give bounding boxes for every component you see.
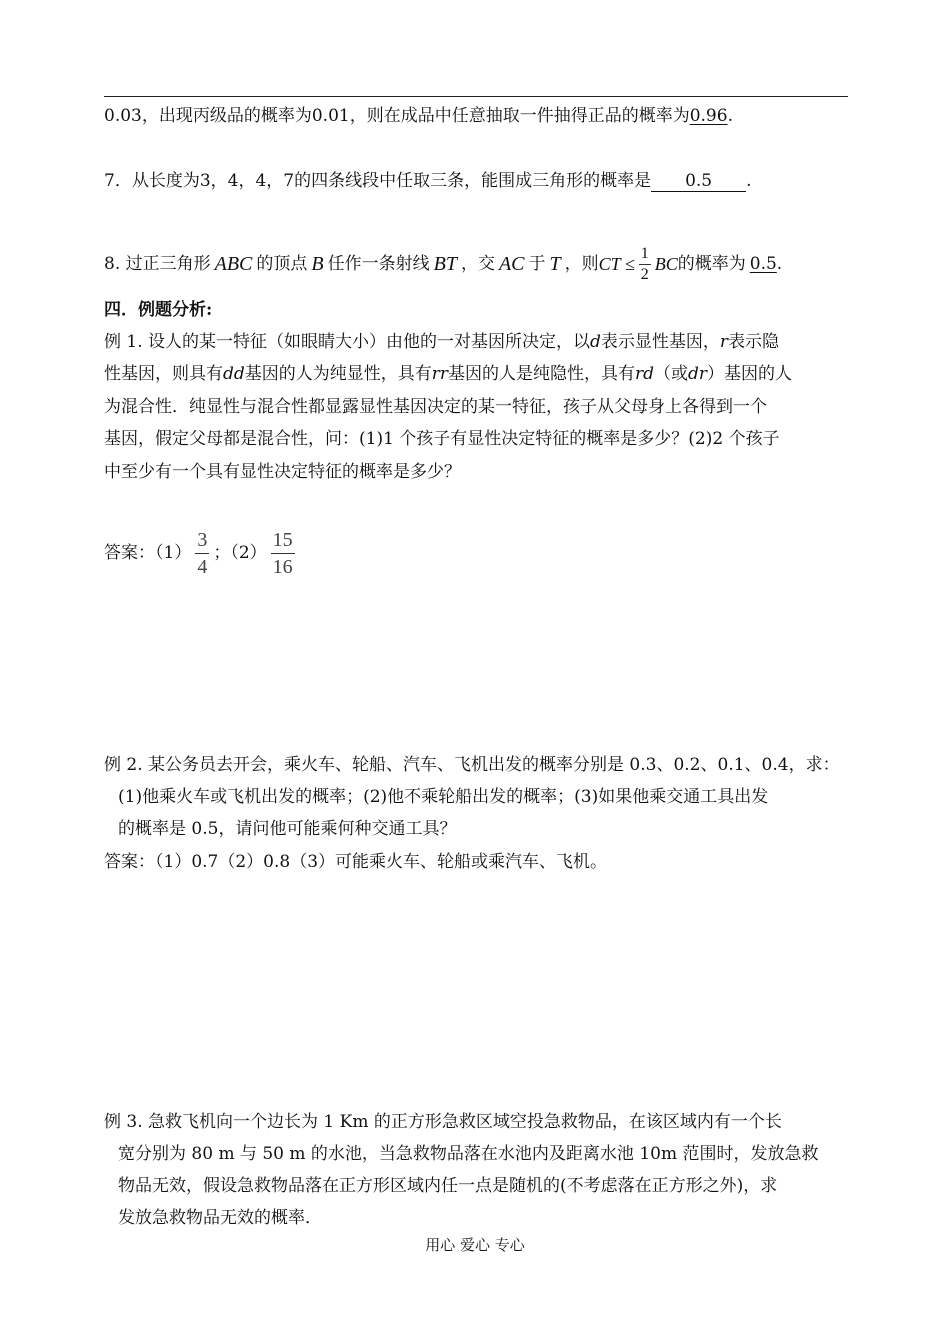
q8-text-1: 8. 过正三角形 xyxy=(104,254,211,274)
example-3-line-2: 宽分别为 80 m 与 50 m 的水池，当急救物品落在水池内及距离水池 10m 范围时，发放急救 xyxy=(118,1144,819,1164)
example-3-line-4: 发放急救物品无效的概率． xyxy=(118,1208,322,1228)
ex1-l1b: 表示显性基因， xyxy=(600,332,720,352)
ex1-r: r xyxy=(719,332,729,352)
ex1-answer-label: 答案：（1） xyxy=(104,543,192,563)
example-3-line-1: 例 3. 急救飞机向一个边长为 1 Km 的正方形急救区域空投急救物品，在该区域内有一个长 xyxy=(104,1112,782,1132)
q8-math-b: B xyxy=(311,253,324,275)
q8-math-ct-le: CT ≤ xyxy=(598,254,635,274)
example-1-line-1 xyxy=(104,330,779,354)
ex1-answer-2-numerator: 15 xyxy=(271,527,295,554)
ex1-dr: dr xyxy=(688,364,708,384)
header-rule xyxy=(104,96,848,97)
q6-text: 0.03，出现丙级品的概率为0.01，则在成品中任意抽取一件抽得正品的概率为 xyxy=(104,106,690,126)
ex1-l1a: 例 1. 设人的某一特征（如眼睛大小）由他的一对基因所决定，以 xyxy=(104,332,591,352)
q8-text-4: ，交 xyxy=(460,254,495,274)
q8-fraction-numerator: 1 xyxy=(639,244,651,265)
ex1-l2b: 基因的人为纯显性，具有 xyxy=(244,364,432,384)
question-7 xyxy=(104,169,752,193)
q6-end: . xyxy=(727,106,733,126)
q7-answer: 0.5 xyxy=(651,171,746,192)
question-8 xyxy=(104,240,782,288)
example-2-answer: 答案：（1）0.7（2）0.8（3）可能乘火车、轮船或乘汽车、飞机。 xyxy=(104,852,608,872)
q8-end: . xyxy=(776,254,783,274)
example-1-line-5: 中至少有一个具有显性决定特征的概率是多少？ xyxy=(104,462,461,482)
example-1-line-3: 为混合性．纯显性与混合性都显露显性基因决定的某一特征，孩子从父母身上各得到一个 xyxy=(104,397,767,417)
ex1-answer-2-denominator: 16 xyxy=(272,555,293,578)
section-title: 四．例题分析: xyxy=(104,300,213,320)
q8-answer: 0.5 xyxy=(749,254,777,274)
q7-end: . xyxy=(746,171,752,191)
ex1-rd: rd xyxy=(635,364,655,384)
example-3-line-3: 物品无效，假设急救物品落在正方形区域内任一点是随机的(不考虑落在正方形之外)，求 xyxy=(118,1176,778,1196)
q8-math-abc: ABC xyxy=(214,253,253,275)
ex1-l1c: 表示隐 xyxy=(728,332,780,352)
q7-text: 7．从长度为3，4，4，7的四条线段中任取三条，能围成三角形的概率是 xyxy=(104,171,652,191)
q8-fraction xyxy=(639,244,651,285)
q8-text-6: ，则 xyxy=(564,254,599,274)
ex1-rr: rr xyxy=(431,364,449,384)
q8-fraction-denominator: 2 xyxy=(640,265,649,283)
example-1-line-2 xyxy=(104,362,792,386)
q8-text-5: 于 xyxy=(528,254,546,274)
example-2-line-2: (1)他乘火车或飞机出发的概率；(2)他不乘轮船出发的概率；(3)如果他乘交通工具出发 xyxy=(118,787,769,807)
ex1-dd: dd xyxy=(223,364,245,384)
example-1-answer xyxy=(104,525,299,581)
ex1-d: d xyxy=(590,332,601,352)
ex1-l2e: ）基因的人 xyxy=(707,364,793,384)
ex1-answer-1-fraction xyxy=(195,527,209,580)
ex1-l2c: 基因的人是纯隐性，具有 xyxy=(448,364,636,384)
ex1-l2a: 性基因，则具有 xyxy=(104,364,223,384)
q8-math-bt: BT xyxy=(433,253,457,275)
example-1-line-4: 基因，假定父母都是混合性，问：(1)1 个孩子有显性决定特征的概率是多少？(2)2 个孩子 xyxy=(104,429,780,449)
q8-math-bc: BC xyxy=(654,254,678,274)
q8-text-7: 的概率为 xyxy=(677,254,746,274)
q8-math-ac: AC xyxy=(498,253,525,275)
example-2-line-3: 的概率是 0.5，请问他可能乘何种交通工具？ xyxy=(118,819,457,839)
ex1-l2d: （或 xyxy=(654,364,689,384)
ex1-answer-1-numerator: 3 xyxy=(195,527,209,554)
q8-math-t: T xyxy=(549,253,561,275)
ex1-answer-1-denominator: 4 xyxy=(197,555,208,578)
page-footer: 用心 爱心 专心 xyxy=(425,1236,525,1254)
example-2-line-1: 例 2. 某公务员去开会，乘火车、轮船、汽车、飞机出发的概率分别是 0.3、0.2、0.1、0.4，求： xyxy=(104,755,840,775)
ex1-answer-separator: ；（2） xyxy=(213,543,267,563)
q8-text-3: 任作一条射线 xyxy=(327,254,430,274)
q8-text-2: 的顶点 xyxy=(256,254,308,274)
question-6-tail xyxy=(104,104,733,128)
q6-answer: 0.96 xyxy=(689,106,728,126)
ex1-answer-2-fraction xyxy=(271,527,295,580)
